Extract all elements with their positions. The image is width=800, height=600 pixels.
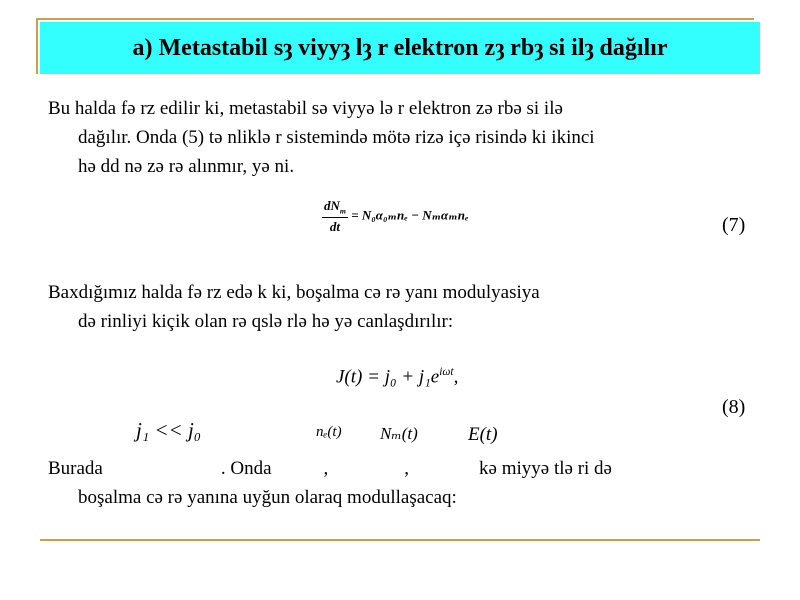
equation-8: [336, 366, 458, 388]
nm-term: Nₘ(t): [380, 424, 418, 443]
paragraph-1-line-1: Bu halda fә rz edilir ki, metastabil sә viyyә lә r elektron zә rbә si ilә: [48, 98, 563, 119]
paragraph-2-line-2: dә rinliyi kiçik olan rә qslә rlә hә yә canlaşdırılır:: [78, 311, 454, 332]
frame-bottom-rule: [40, 539, 760, 541]
equation-7: [322, 198, 469, 235]
equation-7-fraction: [322, 198, 348, 235]
equation-7-numerator: dN: [324, 198, 340, 213]
paragraph-3-line-2: boşalma cә rә yanına uyğun olaraq modullaşacaq:: [78, 487, 457, 508]
comma-1: ,: [323, 458, 329, 479]
paragraph-1-line-3: hә dd nә zә rә alınmır, yә ni.: [78, 156, 295, 177]
equation-7-denominator: dt: [329, 218, 341, 234]
frame-top-rule: [36, 18, 754, 20]
paragraph-3-line-1: [48, 454, 758, 483]
e-term: E(t): [468, 424, 498, 445]
paragraph-1: [48, 94, 758, 181]
equation-8-tail: ,: [453, 366, 459, 388]
paragraph-3: [48, 454, 758, 512]
paragraph-2-line-1: Baxdığımız halda fә rz edә k ki, boşalma cә rә yanı modulyasiya: [48, 282, 540, 303]
equation-8-exponent: iωt: [439, 366, 454, 378]
paragraph-2: [48, 278, 758, 336]
word-onda: . Onda: [220, 458, 272, 479]
paragraph-1-line-2: dağılır. Onda (5) tә nliklә r sistemindә mötә rizә içә risindә ki ikinci: [78, 127, 595, 148]
equation-7-numerator-sub: m: [339, 206, 346, 216]
equation-8-number: (8): [722, 396, 746, 418]
equation-7-rhs: = N₀α₀ₘnₑ − Nₘαₘnₑ: [351, 207, 469, 223]
slide-title-banner: [40, 22, 760, 74]
paragraph-3-rest: kә miyyә tlә ri dә: [479, 458, 612, 479]
slide-title: a) Metastabil sȝ viyyȝ lȝ r elektron zȝ rbȝ si ilȝ dağılır: [132, 34, 668, 61]
condition-term: j₁ << j₀: [136, 418, 202, 442]
frame-left-rule: [36, 18, 38, 74]
comma-2: ,: [404, 458, 410, 479]
ne-term: nₑ(t): [316, 424, 342, 440]
equation-7-number: (7): [722, 214, 746, 236]
equation-8-formula: J(t) = j₀ + j₁e: [336, 366, 440, 388]
word-burada: Burada: [48, 458, 103, 479]
